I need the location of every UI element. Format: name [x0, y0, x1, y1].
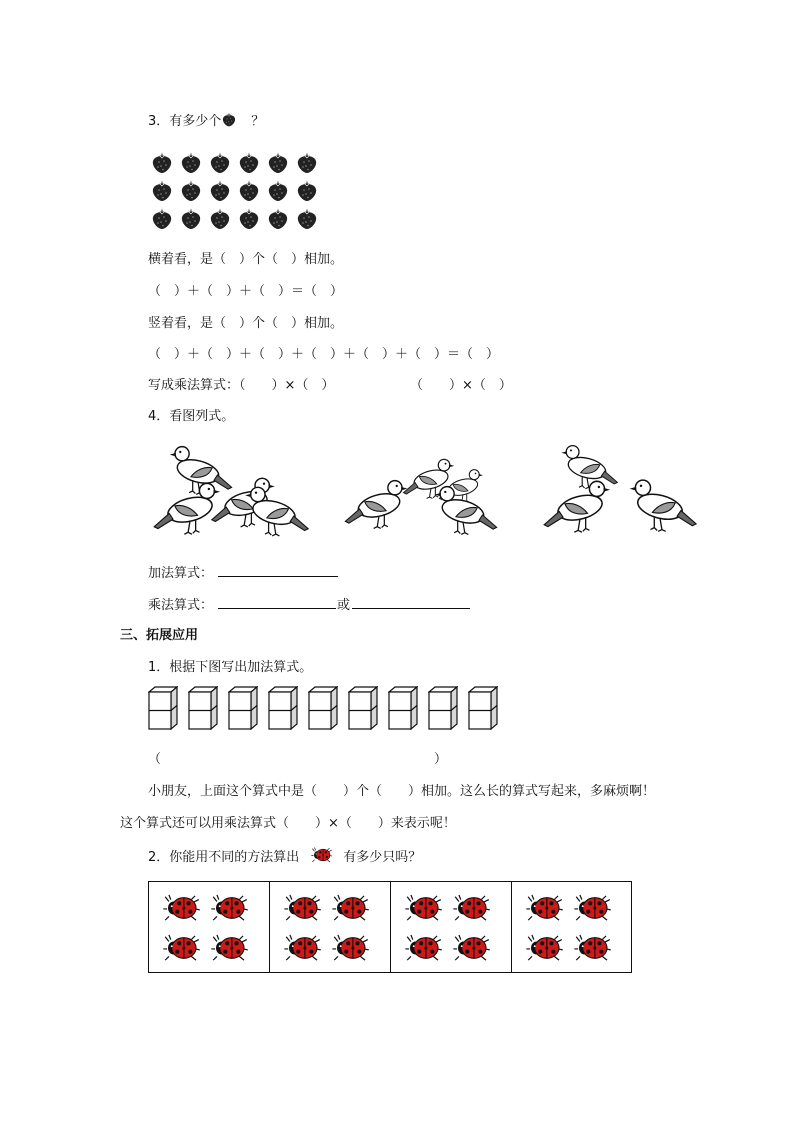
q3-horizontal-text: 横着看，是（ ）个（ ）相加。	[148, 252, 344, 267]
cube-icon	[428, 686, 458, 730]
s3-q1-paren-close: ）	[434, 752, 448, 767]
cube-icon	[148, 686, 178, 730]
ladybug-icon	[163, 934, 201, 962]
ladybug-box-4	[511, 881, 632, 973]
strawberry-icon	[208, 178, 232, 202]
cube-icon	[188, 686, 218, 730]
s3-q2-title	[148, 846, 421, 865]
ladybug-box-2	[269, 881, 391, 973]
ladybug-icon	[163, 894, 201, 922]
q3-multiplication-2: （ ）×（ ）	[410, 378, 512, 393]
ladybug-icon	[211, 934, 249, 962]
strawberry-icon	[150, 206, 174, 230]
strawberry-icon	[208, 150, 232, 174]
ladybug-icon	[284, 894, 322, 922]
q4-add-label: 加法算式：	[148, 566, 214, 581]
s3-explain-text-1: 小朋友，上面这个算式中是（ ）个（ ）相加。这么长的算式写起来，多麻烦啊！	[148, 784, 656, 799]
cube-icon	[308, 686, 338, 730]
strawberry-icon	[237, 206, 261, 230]
q3-vertical-text: 竖着看，是（ ）个（ ）相加。	[148, 316, 344, 331]
bird-icon	[622, 466, 698, 538]
bird-group-3	[540, 436, 700, 540]
q3-title	[148, 110, 264, 129]
s3-q1-title: 1．根据下图写出加法算式。	[148, 660, 313, 675]
ladybug-icon	[405, 934, 443, 962]
bird-icon	[238, 476, 310, 540]
ladybug-icon	[574, 934, 612, 962]
ladybug-icon	[574, 894, 612, 922]
s3-q2-prefix: 2．你能用不同的方法算出	[148, 850, 300, 865]
strawberry-icon	[221, 111, 237, 127]
strawberry-icon	[150, 150, 174, 174]
q3-horizontal-equation: （ ）＋（ ）＋（ ）＝（ ）	[148, 284, 344, 299]
ladybug-icon	[453, 894, 491, 922]
strawberry-icon	[179, 150, 203, 174]
q4-add-answer-line[interactable]	[218, 576, 338, 577]
strawberry-icon	[208, 206, 232, 230]
ladybug-icon	[311, 847, 333, 863]
q3-multiplication-1: 写成乘法算式：（ ）×（ ）	[148, 378, 335, 393]
strawberry-icon	[266, 206, 290, 230]
strawberry-icon	[295, 178, 319, 202]
strawberry-icon	[179, 206, 203, 230]
cube-icon	[348, 686, 378, 730]
cube-row	[148, 686, 500, 732]
ladybug-icon	[526, 934, 564, 962]
strawberry-icon	[295, 206, 319, 230]
cube-icon	[228, 686, 258, 730]
q3-title-suffix: ？	[251, 114, 265, 129]
ladybug-box-3	[390, 881, 512, 973]
strawberry-grid	[150, 150, 330, 234]
s3-q1-paren-open: （	[148, 752, 162, 767]
bird-icon	[540, 470, 620, 536]
q4-mul-answer-line-1[interactable]	[218, 608, 336, 609]
ladybug-icon	[453, 934, 491, 962]
bird-group-2	[342, 450, 502, 540]
q4-or-text: 或	[337, 598, 351, 613]
ladybug-icon	[332, 894, 370, 922]
ladybug-icon	[211, 894, 249, 922]
strawberry-icon	[237, 178, 261, 202]
bird-group-1	[150, 436, 310, 540]
q4-mul-answer-line-2[interactable]	[352, 608, 470, 609]
q3-title-prefix: 3．有多少个	[148, 114, 222, 129]
strawberry-icon	[150, 178, 174, 202]
strawberry-icon	[179, 178, 203, 202]
ladybug-icon	[332, 934, 370, 962]
q3-vertical-equation: （ ）＋（ ）＋（ ）＋（ ）＋（ ）＋（ ）＝（ ）	[148, 347, 500, 362]
ladybug-icon	[405, 894, 443, 922]
s3-q2-suffix: 有多少只吗？	[343, 850, 422, 865]
ladybug-icon	[284, 934, 322, 962]
ladybug-box-1	[148, 881, 270, 973]
q4-mul-label: 乘法算式：	[148, 598, 214, 613]
strawberry-icon	[295, 150, 319, 174]
strawberry-icon	[266, 178, 290, 202]
cube-icon	[468, 686, 498, 730]
cube-icon	[268, 686, 298, 730]
bird-icon	[426, 476, 500, 538]
section3-heading: 三、拓展应用	[120, 628, 199, 643]
q4-title: 4．看图列式。	[148, 409, 235, 424]
ladybug-icon	[526, 894, 564, 922]
strawberry-icon	[266, 150, 290, 174]
strawberry-icon	[237, 150, 261, 174]
s3-explain-text-2: 这个算式还可以用乘法算式（ ）×（ ）来表示呢！	[120, 816, 456, 831]
cube-icon	[388, 686, 418, 730]
